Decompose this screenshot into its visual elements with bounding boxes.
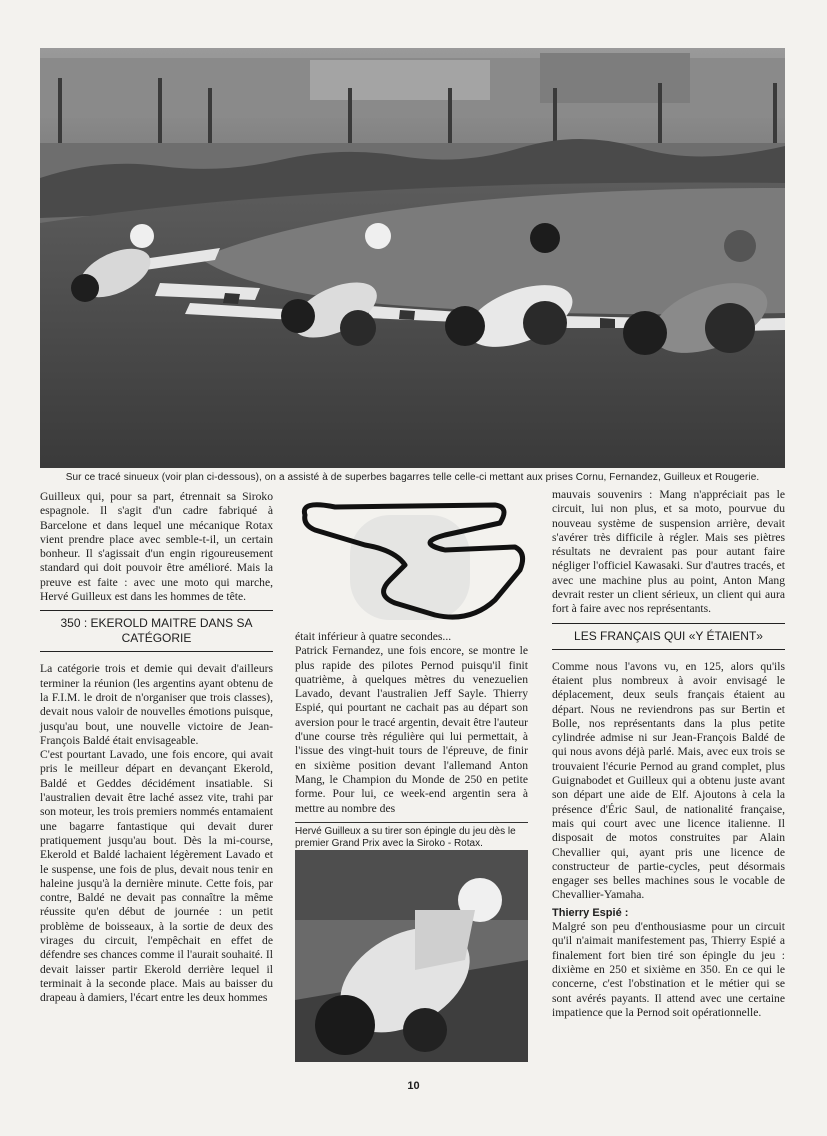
main-photo-caption: Sur ce tracé sinueux (voir plan ci-dessous), on a assisté à de superbes bagarres telle celle-ci mettant aux prises Cornu, Fernandez, Guilleux et Rougerie.	[65, 472, 760, 483]
section-heading-francais: LES FRANÇAIS QUI «Y ÉTAIENT»	[552, 623, 785, 650]
page-number: 10	[407, 1080, 420, 1092]
paragraph: mauvais souvenirs : Mang n'appréciait pas le circuit, lui non plus, et sa moto, pourvue du nouveau système de suspension arrière, devait s'avérer très difficile à régler. Mais ses piètres résultats ne devraient pas pour autant faire négliger l'officiel Kawasaki. Sur d'autres tracés, et avec une machine plus au point, Anton Mang devrait rester un client sérieux, un client qui aura fort à faire avec nos représentants.	[552, 488, 785, 616]
paragraph: Comme nous l'avons vu, en 125, alors qu'ils étaient plus nombreux à avoir envisagé le déplacement, deux seuls français étaient au départ. Nous ne reviendrons pas sur Bertin et Bolle, nos représentants dans la plus petite cylindrée admise ni sur Jean-François Baldé de qui nous avons déjà parlé. Mais, avec eux trois se trouvaient l'écurie Pernod au grand complet, plus Guignabodet et Guilleux qui a obtenu juste avant son départ une aide de Elf. Ajoutons à cela la présence d'Éric Saul, de nationalité française, mais qui court avec une licence italienne. Il disposait de motos construites par Alain Chevallier qui, ayant pris une licence de constructeur de partie-cycles, peut désormais engager ses belles machines sous le vocable de Chevallier-Yamaha.	[552, 659, 785, 902]
small-photo-caption: Hervé Guilleux a su tirer son épingle du jeu dès le premier Grand Prix avec la Siroko - Rotax.	[295, 822, 528, 850]
paragraph: La catégorie trois et demie qui devait d'ailleurs terminer la réunion (les argentins ayant obtenu de la F.I.M. le droit de n'organiser que trois classes), devait nous valoir de nouvelles émotions puisque, jusqu'au bout, une nouvelle victoire de Jean-François Baldé était envisageable.	[40, 662, 273, 747]
intro-paragraph: Guilleux qui, pour sa part, étrennait sa Siroko espagnole. Il s'agit d'un cadre fabriqué à Barcelone et dans lequel une mécanique Rotax vient prendre place avec semble-t-il, un certain bonheur. Il s'agissait d'un engin rigoureusement standard qui doit pouvoir être amélioré. Mais la preuve est faite : avec une moto qui marche, Hervé Guilleux est dans les hommes de tête.	[40, 490, 273, 604]
circuit-map	[295, 495, 528, 625]
subheading-espie: Thierry Espié :	[552, 906, 629, 919]
rider-photo	[295, 850, 528, 1062]
column-middle	[295, 630, 528, 816]
race-photo	[40, 48, 785, 468]
column-right	[552, 488, 785, 1020]
paragraph: Malgré son peu d'enthousiasme pour un circuit qu'il n'aimait manifestement pas, Thierry Espié a finalement fort bien tiré son épingle du jeu : dixième en 250 et sixième en 350. En ce qui le concerne, c'est l'obstination et le métier qui se sont avérés payants. Il attend avec une certaine impatience que la Pernod soit opérationnelle.	[552, 920, 785, 1019]
paragraph: C'est pourtant Lavado, une fois encore, qui avait pris le meilleur départ en devançant Ekerold, Baldé et Geddes décidément insatiable. Si l'australien devait être laché assez vite, trahi par son moteur, les trois premiers nommés entamaient une bagarre fantastique qui devait durer pratiquement jusqu'au bout. Dès la mi-course, Ekerold et Baldé lachaient légèrement Lavado et le suspense, une fois de plus, devait nous tenir en haleine jusqu'à la dernière minute. Cette fois, par contre, Baldé ne devait pas connaître la même réussite qu'en début de journée : un petit problème de boisseaux, à la sortie de deux des virages du circuit, l'empêchait en effet de défendre ses chances comme il l'aurait souhaité. Il devait laisser partir Ekerold derrière lequel il terminait à la seconde place. Mais au baisser du drapeau à damiers, l'écart entre les deux hommes	[40, 748, 273, 1005]
paragraph: était inférieur à quatre secondes...	[295, 630, 452, 643]
paragraph: Patrick Fernandez, une fois encore, se montre le plus rapide des pilotes Pernod puisqu'il finit quatrième, à quelques mètres du venezuelien Lavado, devant l'australien Jeff Sayle. Thierry Espié, qui pourtant ne cachait pas au départ son aversion pour le tracé argentin, devait être l'auteur d'une course très régulière qui lui permettait, à l'issue des vingt-huit tours de l'épreuve, de finir en sixième position devant l'allemand Anton Mang, le Champion du Monde de 250 en petite forme. Pour lui, ce week-end argentin sera à mettre au nombre des	[295, 644, 528, 815]
column-left	[40, 490, 273, 1006]
section-heading-350: 350 : EKEROLD MAITRE DANS SA CATÉGORIE	[40, 610, 273, 652]
